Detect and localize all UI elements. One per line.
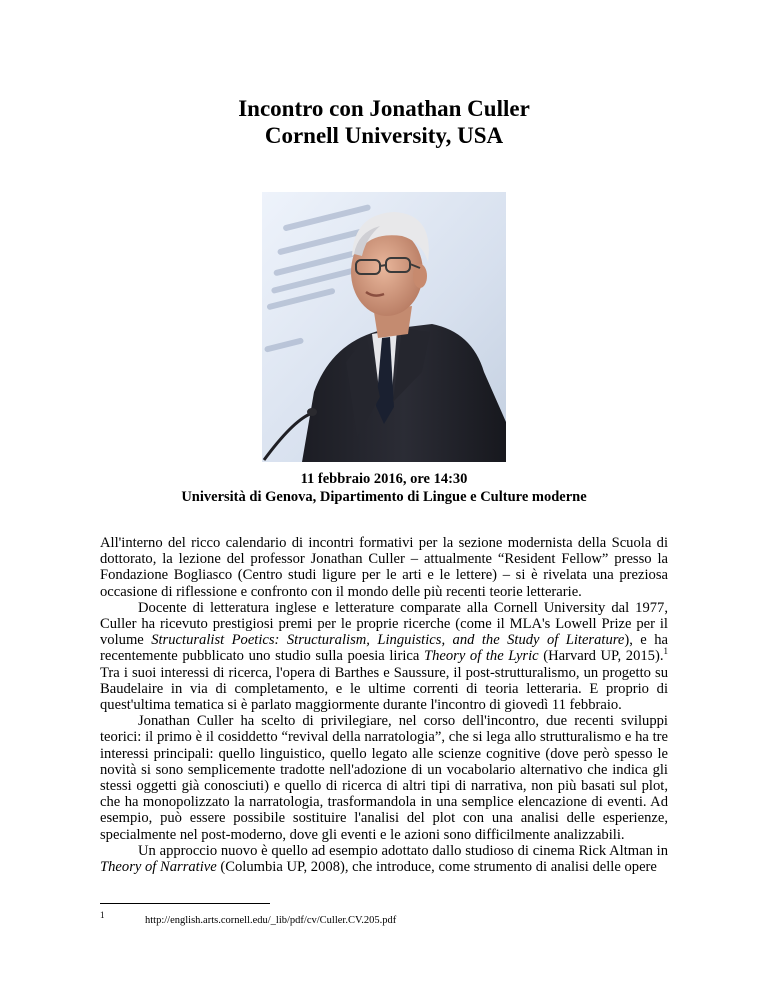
paragraph: Un approccio nuovo è quello ad esempio adottato dallo studioso di cinema Rick Altman in Theory of Narrative (Columbia UP, 2008), che introduce, come strumento di analisi delle opere <box>100 842 668 876</box>
footnote-ref[interactable]: 1 <box>663 646 668 657</box>
event-location: Università di Genova, Dipartimento di Lingue e Culture moderne <box>181 489 587 505</box>
footnote-link[interactable]: http://english.arts.cornell.edu/_lib/pdf/cv/Culler.CV.205.pdf <box>145 915 397 926</box>
paragraph: All'interno del ricco calendario di incontri formativi per la sezione modernista della Scuola di dottorato, la lezione del professor Jonathan Culler – attualmente “Resident Fellow” presso la Fondazione Bogliasco (Centro studi ligure per le arti e le lettere) – si è rivelata una preziosa occasione di riflessione e confronto con il mondo delle più recenti teorie letterarie. <box>100 535 668 600</box>
paragraph: Docente di letteratura inglese e letterature comparate alla Cornell University dal 1977, Culler ha ricevuto prestigiosi premi per le proprie ricerche (come il MLA's Lowell Prize per il volume Structuralist Poetics: Structuralism, Linguistics, and the Study of Literature), e ha recentemente pubblicato uno studio sulla poesia lirica Theory of the Lyric (Harvard UP, 2015).$^1$ Tra i suoi interessi di ricerca, l'opera di Barthes e Saussure, il post-strutturalismo, un progetto su Baudelaire in via di completamento, e le ultime correnti di teoria letteraria. E proprio di quest'ultima tematica si è parlato maggiormente durante l'incontro di giovedì 11 febbraio. <box>100 599 668 714</box>
event-date-time: 11 febbraio 2016, ore 14:30 <box>300 471 468 487</box>
footnote-number: 1 <box>100 910 105 920</box>
article-body <box>100 535 668 875</box>
footnote-divider <box>100 903 270 904</box>
page-subtitle: Cornell University, USA <box>264 123 504 148</box>
paragraph: Jonathan Culler ha scelto di privilegiare, nel corso dell'incontro, due recenti sviluppi teorici: il primo è il cosiddetto “revival della narratologia”, che si lega allo strutturalismo e ha tre interessi principali: quello linguistico, quello legato alle scienze cognitive (dove però spesso le novità si sono semplicemente tradotte nell'adozione di un vocabolario alternativo che indica gli stessi oggetti già conosciuti) e quello di ricerca di altri tipi di narrativa, non più basati sul plot, che ha monopolizzato la narratologia, trasformandola in una semplice elencazione di eventi. Ad esempio, può essere possibile sostituire l'analisi del plot con una analisi delle esperienze, specialmente nel post-moderno, dove gli eventi e le azioni sono difficilmente analizzabili. <box>100 713 668 843</box>
portrait-photo <box>262 192 506 462</box>
book-title: Theory of Narrative <box>100 859 217 876</box>
book-title: Theory of the Lyric <box>423 648 539 665</box>
book-title: Structuralist Poetics: Structuralism, Linguistics, and the Study of Literature <box>151 632 625 649</box>
page-title: Incontro con Jonathan Culler <box>238 96 530 121</box>
